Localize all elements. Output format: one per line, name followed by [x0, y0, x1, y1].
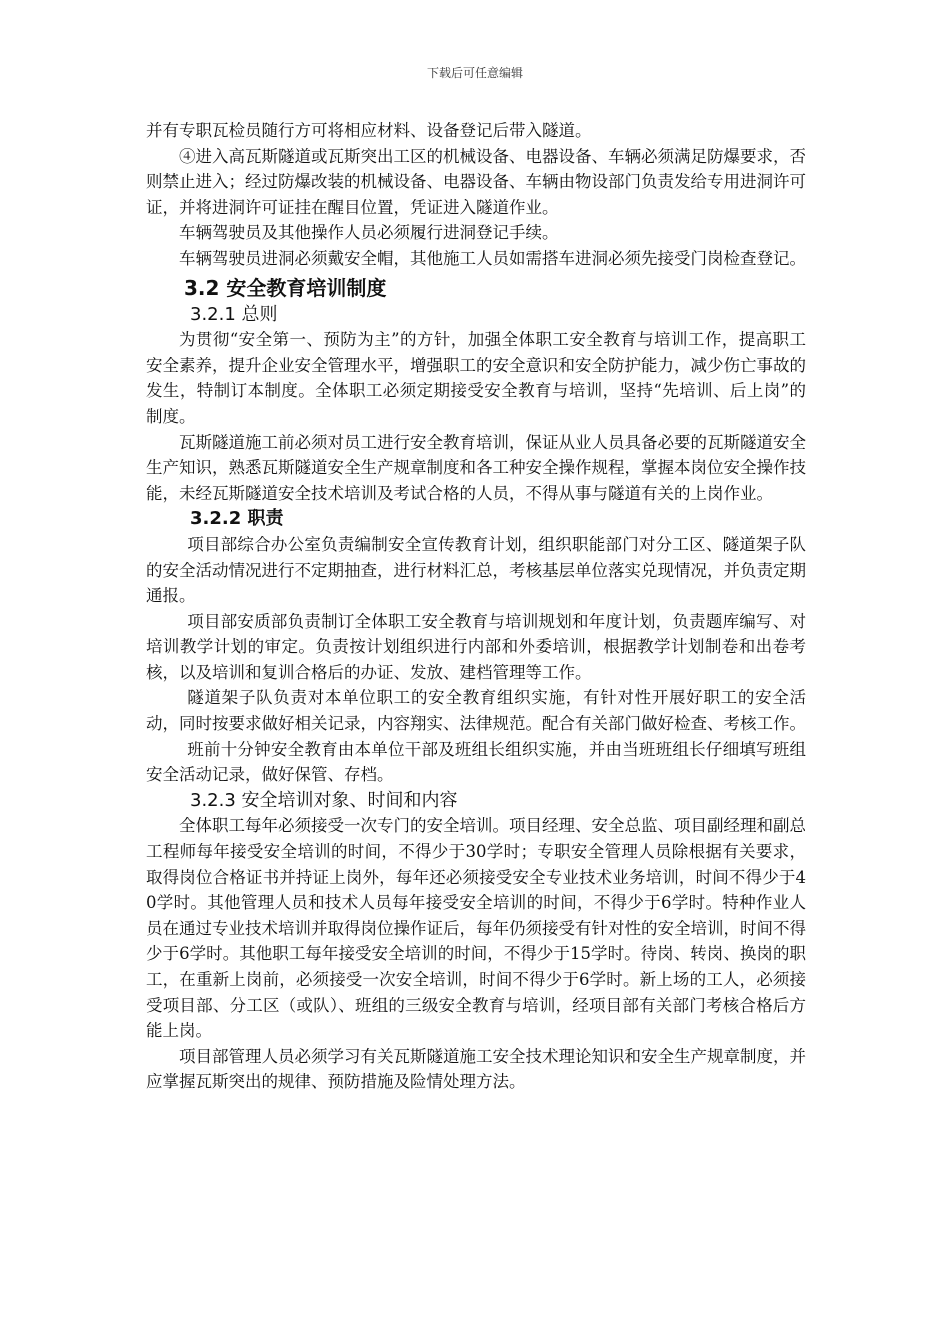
- paragraph: 隧道架子队负责对本单位职工的安全教育组织实施，有针对性开展好职工的安全活动，同时按要求做好相关记录，内容翔实、法律规范。配合有关部门做好检查、考核工作。: [146, 688, 806, 734]
- paragraph: 项目部综合办公室负责编制安全宣传教育计划，组织职能部门对分工区、隧道架子队的安全活动情况进行不定期抽查，进行材料汇总，考核基层单位落实兑现情况，并负责定期通报。: [146, 534, 806, 606]
- paragraph: 项目部安质部负责制订全体职工安全教育与培训规划和年度计划，负责题库编写、对培训教学计划的审定。负责按计划组织进行内部和外委培训，根据教学计划制卷和出卷考核，以及培训和复训合格后的办证、发放、建档管理等工作。: [146, 611, 806, 682]
- paragraph: 班前十分钟安全教育由本单位干部及班组长组织实施，并由当班班组长仔细填写班组安全活动记录，做好保管、存档。: [146, 739, 806, 785]
- document-body: [146, 118, 806, 1095]
- paragraph: 全体职工每年必须接受一次专门的安全培训。项目经理、安全总监、项目副经理和副总工程师每年接受安全培训的时间，不得少于30学时；专职安全管理人员除根据有关要求，取得岗位合格证书并持证上岗外，每年还必须接受安全专业技术业务培训，时间不得少于40学时。其他管理人员和技术人员每年接受安全培训的时间，不得少于6学时。特种作业人员在通过专业技术培训并取得岗位操作证后，每年仍须接受有针对性的安全培训，时间不得少于6学时。其他职工每年接受安全培训的时间，不得少于15学时。待岗、转岗、换岗的职工，在重新上岗前，必须接受一次安全培训，时间不得少于6学时。新上场的工人，必须接受项目部、分工区（或队）、班组的三级安全教育与培训，经项目部有关部门考核合格后方能上岗。: [146, 816, 806, 1041]
- page-header: 下载后可任意编辑: [426, 66, 523, 80]
- section-heading: 3.2 安全教育培训制度: [184, 275, 387, 300]
- paragraph: 车辆驾驶员及其他操作人员必须履行进洞登记手续。: [179, 223, 559, 243]
- paragraph: ④进入高瓦斯隧道或瓦斯突出工区的机械设备、电器设备、车辆必须满足防爆要求，否则禁止进入；经过防爆改装的机械设备、电器设备、车辆由物设部门负责发给专用进洞许可证，并将进洞许可证挂在醒目位置，凭证进入隧道作业。: [146, 146, 806, 217]
- subsection-heading: 3.2.2 职责: [190, 508, 284, 530]
- paragraph: 并有专职瓦检员随行方可将相应材料、设备登记后带入隧道。: [146, 121, 592, 140]
- paragraph: 项目部管理人员必须学习有关瓦斯隧道施工安全技术理论知识和安全生产规章制度，并应掌握瓦斯突出的规律、预防措施及险情处理方法。: [146, 1046, 806, 1092]
- paragraph: 瓦斯隧道施工前必须对员工进行安全教育培训，保证从业人员具备必要的瓦斯隧道安全生产知识，熟悉瓦斯隧道安全生产规章制度和各工种安全操作规程，掌握本岗位安全操作技能，未经瓦斯隧道安全技术培训及考试合格的人员，不得从事与隧道有关的上岗作业。: [146, 432, 806, 503]
- paragraph: 车辆驾驶员进洞必须戴安全帽，其他施工人员如需搭车进洞必须先接受门岗检查登记。: [179, 248, 806, 268]
- subsection-heading: 3.2.1 总则: [190, 303, 278, 325]
- paragraph: 为贯彻“安全第一、预防为主”的方针，加强全体职工安全教育与培训工作，提高职工安全素养，提升企业安全管理水平，增强职工的安全意识和安全防护能力，减少伤亡事故的发生，特制订本制度。全体职工必须定期接受安全教育与培训，坚持“先培训、后上岗”的制度。: [146, 330, 806, 426]
- subsection-heading: 3.2.3 安全培训对象、时间和内容: [190, 789, 458, 811]
